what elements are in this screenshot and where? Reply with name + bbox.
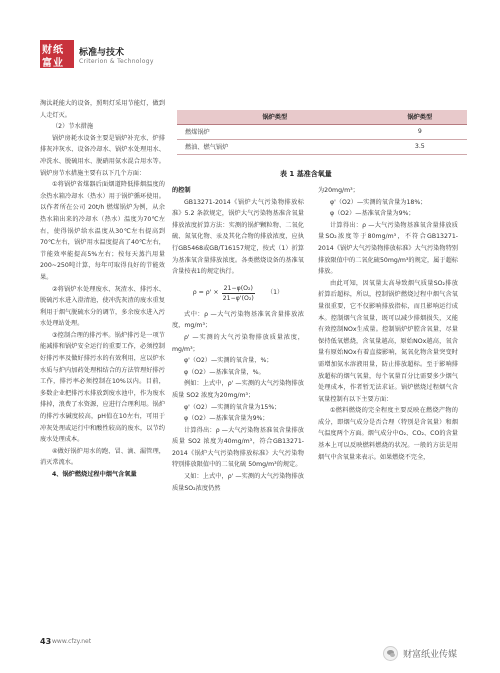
table-cell: 燃煤锅炉 (177, 124, 373, 139)
paragraph: 由此可知，因氧量太高导致烟气质量SO₂排放折算后超标，所以，控制锅炉燃烧过程中烟气含氧量很重要，它不仅影响排放指标，而且影响运行成本。控制烟气含氧量，既可以减少排烟损失，又能有效控制NOx生成量。控制锅炉炉膛含氧量，尽量保持低氧燃烧，含氧量越高，原始NOx越高，氧含量有原始NOx有着直接影响，氮氧化物含量突变时需增加氨水溶液用量，防止排放超标。至于影响排放超标的烟气氧量，每个氧量百分比需要多少烟气处理成本，作者暂无法求证。锅炉燃烧过程烟气含氧量控制有以下主要方面： (318, 279, 458, 403)
website-link[interactable]: www.cfzy.net (52, 638, 92, 645)
column-2 (172, 185, 304, 494)
page-number: 43 (40, 637, 52, 646)
magazine-logo (40, 40, 74, 68)
formula-number: （1） (266, 289, 284, 297)
table-header-cell: 锅炉类型 (177, 110, 373, 124)
paragraph: φ（O2）—基准氧含量为9%； (330, 210, 415, 218)
formula-lhs: ρ = ρ' × (192, 289, 219, 297)
reference-oxygen-table (177, 110, 467, 155)
column-1 (40, 98, 165, 481)
paragraph: 为20mg/m³； (318, 187, 359, 194)
subheading-water-saving: （2）节水措施 (52, 123, 94, 131)
logo-line-1: 财纸 (42, 45, 64, 56)
watermark (383, 646, 457, 661)
section-title: 标准与技术 (79, 48, 125, 58)
table-cell: 9 (373, 124, 467, 139)
table-header-row (177, 110, 467, 124)
paragraph: 锅炉房耗水设备主要是锅炉补充水、炉排排灰冲灰水、设备冷却水、锅炉水处理用水、冲洗水、脱硫用水、脱硝用氨水混合用水等。锅炉房节水措施主要有以下几个方面： (40, 134, 165, 177)
paragraph: ③控制合理的排污率。锅炉排污是一项节能减排和锅炉安全运行的重要工作，必须控制好排污率及做好排污水的有效利用，应以炉水水质与炉内加药处理相结合的方法管理好排污工作，排污率必须控制在10%以内。目前，多数企业把排污水排放到废水池中，作为废水排掉，浪费了水资源，应进行合理利用。锅炉的排污水碱度较高，pH值在10左右，可用于冲灰处理或运行中和酸性较高的废水，以节约废水处理成本。 (40, 331, 165, 444)
section-subtitle: Criterion & Technology (79, 58, 154, 65)
paragraph: φ'（O2）—实测的氧含量为18%； (330, 198, 427, 206)
table-row (177, 124, 467, 139)
watermark-text: 财富纸业传媒 (403, 650, 458, 660)
column-3 (318, 185, 458, 463)
paragraph: ①燃料燃烧的完全程度主要反映在燃烧产物的成分，即烟气成分是否合理（特别是含氧量）和烟气温度两个方面。烟气成分中O₂、CO₂、CO的含量基本上可以反映燃料燃烧的状况。一般的方法是用烟气中含氧量来表示。如果燃烧不完全， (318, 407, 458, 461)
continued-heading: 的控制 (172, 187, 191, 194)
formula-denominator: 21−φ'(O₂) (222, 294, 254, 302)
paragraph: 例如：上式中，ρ' —实测的大气污染物排放质量 SO2 浓度为20mg/m³； (172, 380, 304, 399)
paragraph: 式中：ρ —大气污染物基准氧含量排放浓度，mg/m³； (172, 310, 304, 330)
paragraph: φ（O2）—基准氧含量为9%； (184, 415, 269, 423)
paragraph: φ'（O2）—实测的氧含量为15%； (184, 403, 281, 411)
paragraph: 又如：上式中，ρ' —实测的大气污染物排放质量SO₂浓度仍然 (172, 473, 304, 492)
paragraph: 计算得出：ρ —大气污染物基准氧含量排放质量SO₂浓度等于80mg/m³，不符合GB13271-2014《锅炉大气污染物排放标准》大气污染物特别排放限值中的二氧化硫50mg/m³的规定，属于超标排放。 (318, 221, 458, 276)
formula-fraction (222, 284, 255, 303)
table-caption: 表 1 基准含氧量 (280, 170, 332, 178)
paragraph: ①将锅炉省煤器后面烟道降低排烟温度的余热水箱冷却水（热水）用于锅炉循环使用。以作者所在公司 20t/h 燃煤锅炉为例，从余热水箱出来的冷却水（热水）温度为70℃左右，使得锅炉给水温度从30℃左右提高到70℃左右，锅炉用水温度提高了40℃左右，节能效率能提高5%左右；按每天蒸汽用量200~250吨计算，每年可取得良好的节能效果。 (40, 181, 165, 281)
formula-numerator: 21−φ(O₂) (223, 284, 253, 292)
paragraph: φ（O2）—基准氧含量，%。 (184, 368, 265, 376)
table-row (177, 139, 467, 154)
formula-1 (172, 284, 304, 303)
table-cell: 燃油、燃气锅炉 (177, 139, 373, 154)
wechat-icon (383, 646, 398, 661)
paragraph: ρ' —实测的大气污染物排放质量浓度，mg/m³； (172, 333, 304, 353)
table-cell: 3.5 (373, 139, 467, 154)
paragraph: ④做好锅炉用水的跑、冒、滴、漏管理，消灭常流水。 (40, 447, 165, 467)
paragraph: GB13271-2014《锅炉大气污染物排放标准》5.2 条款规定，锅炉大气污染物基准含氧量排放浓度折算方法：实测的锅炉颗粒物、二氧化硫、氮氧化物、汞及其化合物的排放浓度，应执行GB5468或GB/T16157规定，按式（1）折算为基准氧含量排放浓度。各类燃烧设备的基准氧含量按表1的规定执行。 (172, 198, 304, 276)
table-header-cell: 锅炉类型 (373, 110, 467, 124)
section-heading-4: 4、锅炉燃烧过程中烟气含氧量 (52, 471, 137, 478)
logo-line-2: 富业 (42, 58, 64, 69)
paragraph: φ'（O2）—实测的氧含量，%； (184, 357, 273, 365)
paragraph: ②将锅炉水处理废水、灰渣水、排污水、脱硫污水进入澄清池，使冲洗灰渣的废水重复利用于烟气脱硫水分的调节，多余废水进入污水处理站处理。 (40, 285, 165, 328)
paragraph: 淘汰耗能大的设备，照明灯采用节能灯，做到人走灯灭。 (40, 100, 165, 119)
paragraph: 计算得出：ρ —大气污染物基准氧含量排放质量 SO2 浓度为40mg/m³，符合GB13271-2014《锅炉大气污染物排放标准》大气污染物特别排放限值中的二氧化硫 50mg/m³的规定。 (172, 426, 304, 469)
